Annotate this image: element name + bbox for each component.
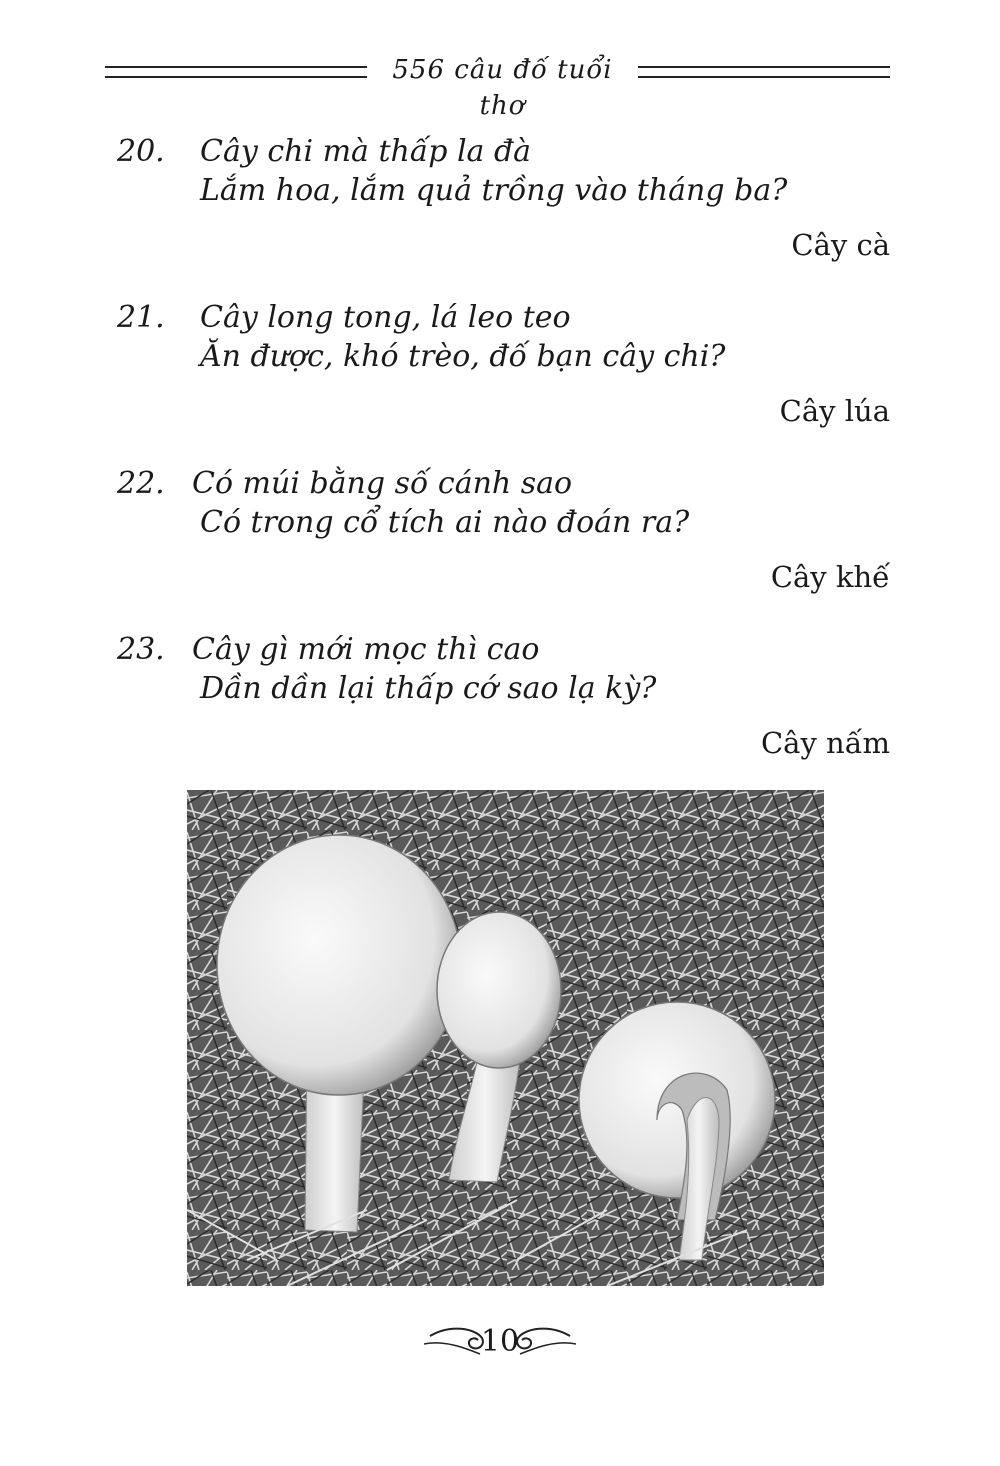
riddle-line-1: Cây chi mà thấp la đà — [200, 134, 532, 169]
riddle-answer: Cây khế — [770, 560, 890, 594]
riddle-answer: Cây lúa — [779, 394, 890, 428]
riddle-line-1: Cây long tong, lá leo teo — [200, 300, 571, 335]
header-rule-left — [105, 66, 367, 78]
riddle-line-1: Có múi bằng số cánh sao — [192, 466, 573, 501]
riddle-number: 23. — [117, 632, 165, 667]
riddle-line-2: Có trong cổ tích ai nào đoán ra? — [200, 505, 690, 540]
riddle-number: 22. — [117, 466, 165, 501]
header-title: 556 câu đố tuổi thơ — [392, 55, 613, 121]
riddle-line-2: Ăn được, khó trèo, đố bạn cây chi? — [200, 339, 726, 374]
mushroom-illustration — [187, 790, 824, 1286]
riddle-answer: Cây cà — [791, 228, 890, 262]
riddle-line-1: Cây gì mới mọc thì cao — [192, 632, 540, 667]
riddle-number: 20. — [117, 134, 165, 169]
riddle-number: 21. — [117, 300, 165, 335]
riddle-line-2: Dần dần lại thấp cớ sao lạ kỳ? — [200, 671, 657, 706]
riddle-line-2: Lắm hoa, lắm quả trồng vào tháng ba? — [200, 173, 788, 208]
page-number: 10 — [480, 1324, 520, 1359]
riddle-answer: Cây nấm — [760, 726, 890, 760]
page-footer — [420, 1318, 580, 1368]
header-rule-right — [638, 66, 890, 78]
mushroom-photo — [187, 790, 824, 1286]
running-header — [105, 52, 890, 121]
